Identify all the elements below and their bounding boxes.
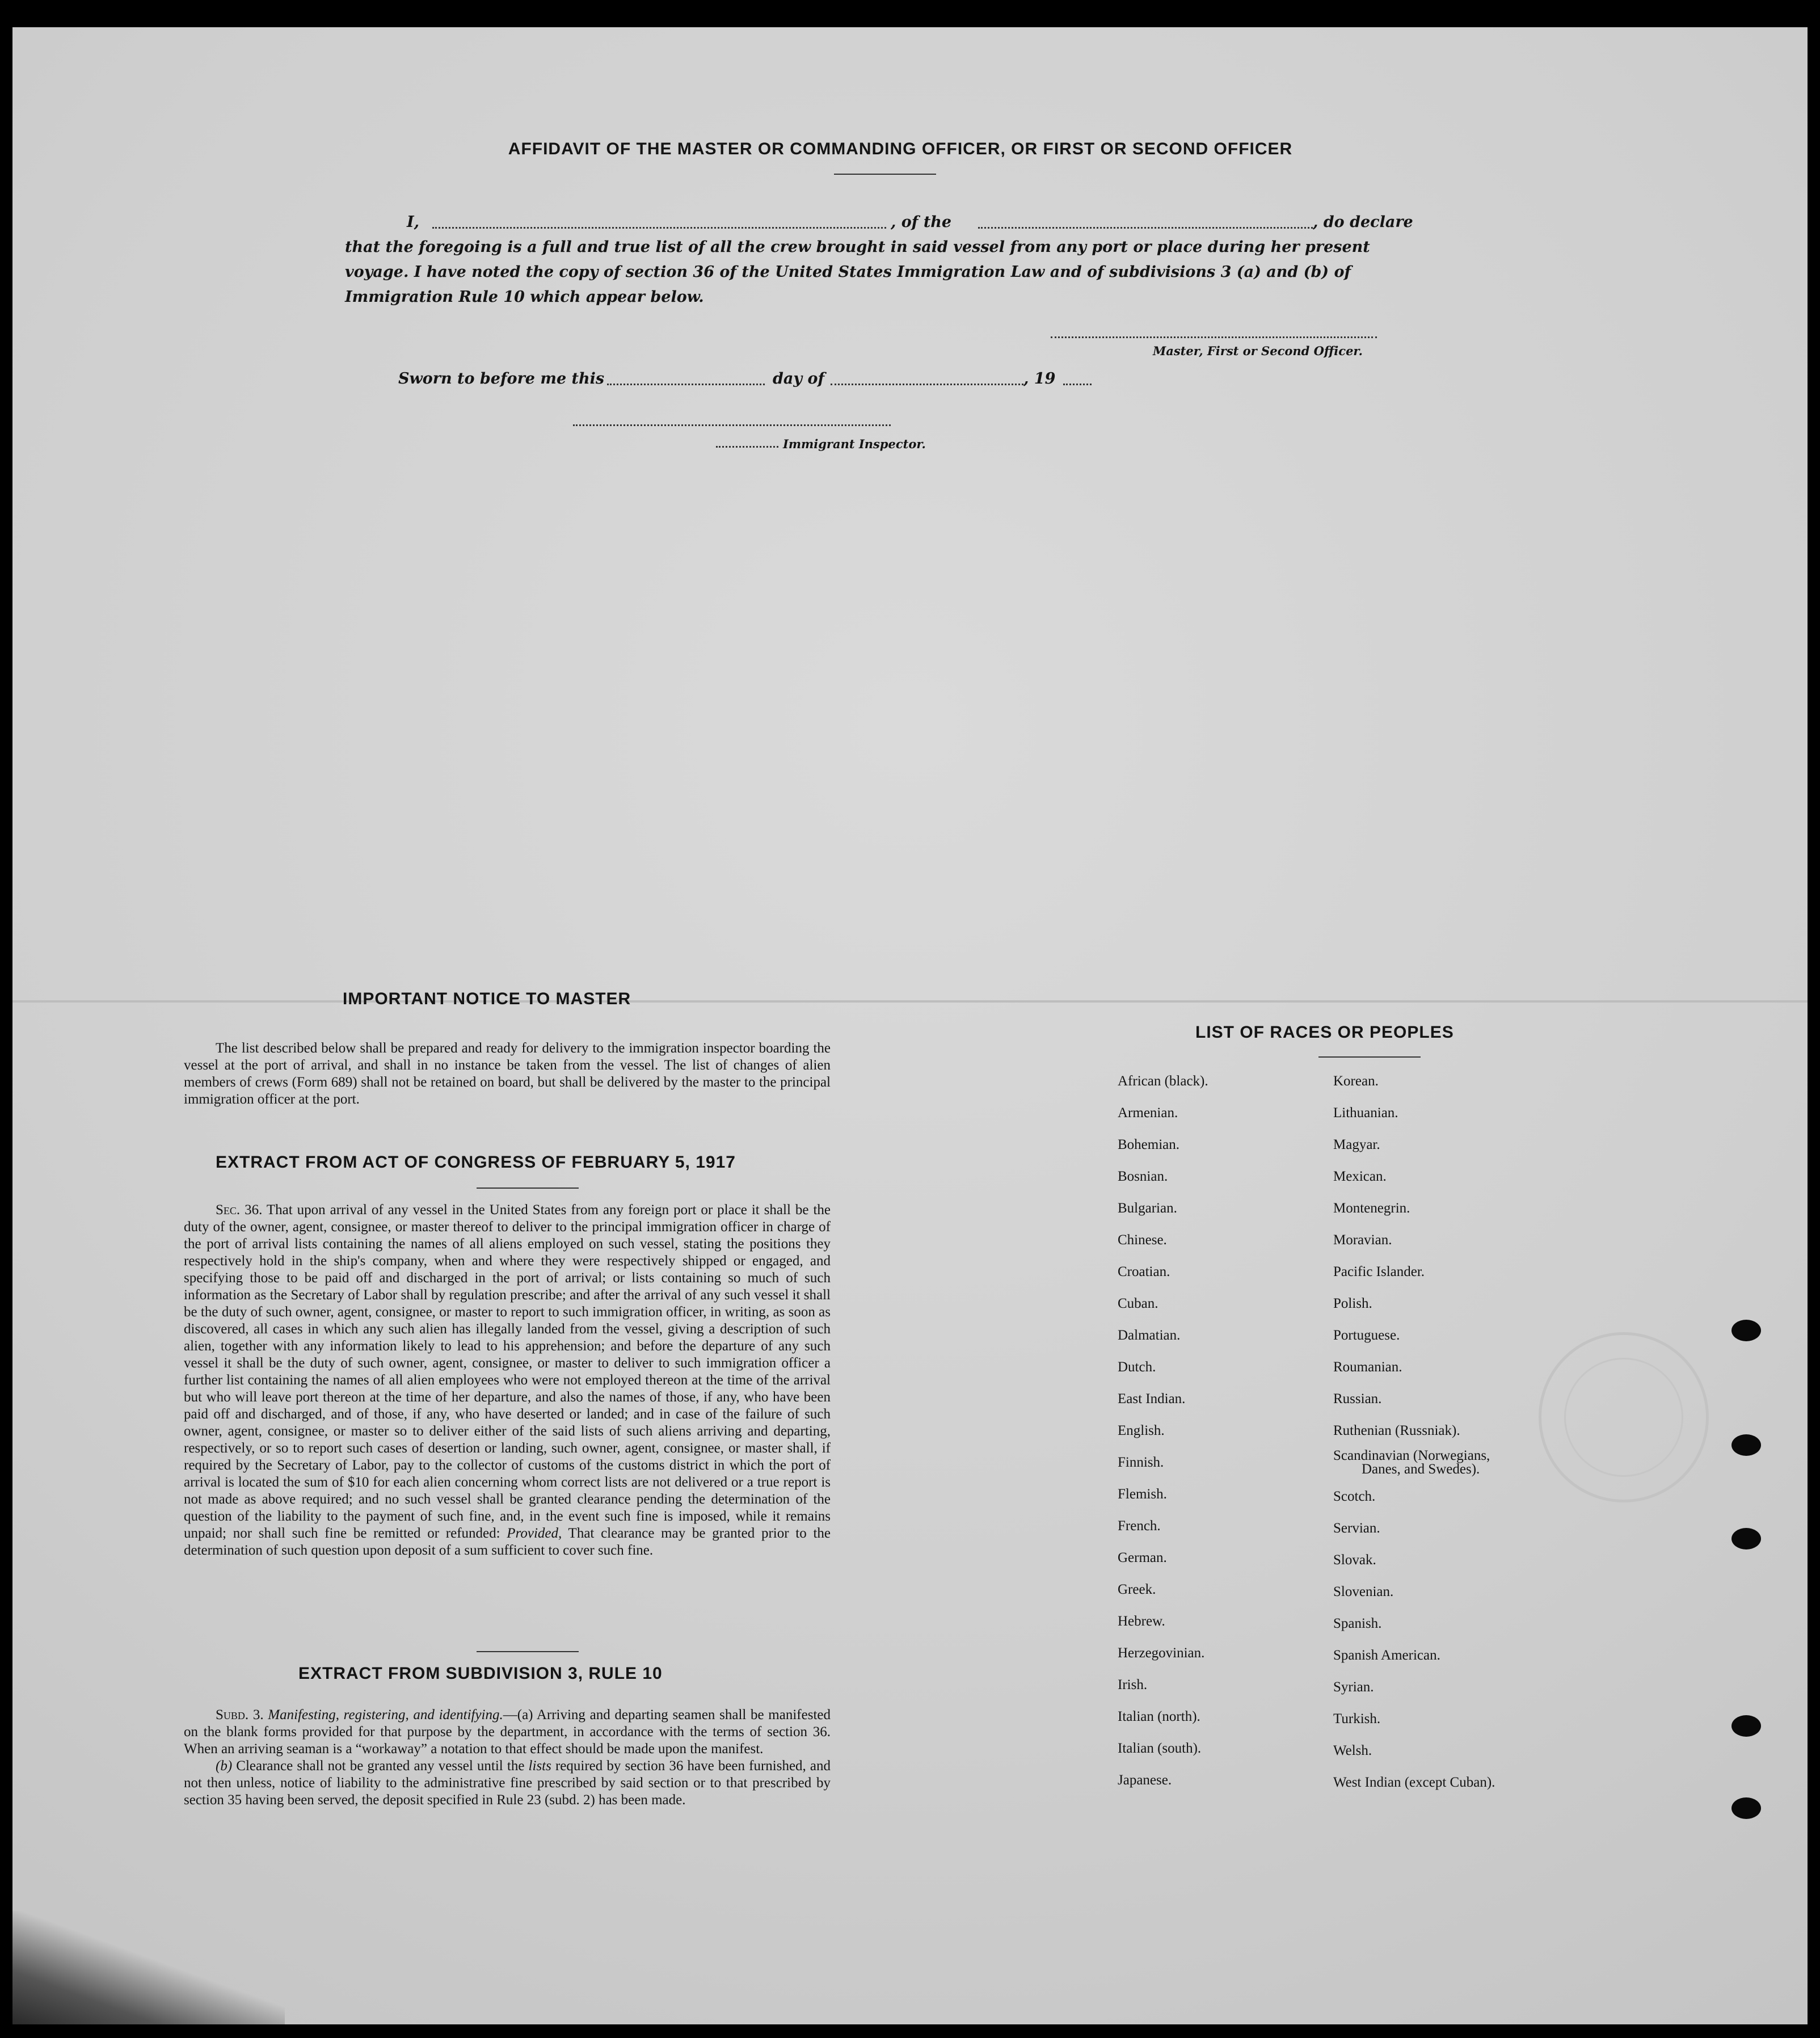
race-item: Bulgarian. — [1118, 1201, 1177, 1216]
race-item: Hebrew. — [1118, 1614, 1165, 1629]
race-item: Magyar. — [1333, 1137, 1380, 1152]
race-item: Slovak. — [1333, 1552, 1376, 1568]
embossed-seal — [1539, 1332, 1709, 1502]
race-item: Spanish. — [1333, 1616, 1382, 1631]
race-item-scandinavian — [1333, 1447, 1495, 1481]
form-page — [12, 27, 1808, 2024]
race-item: Japanese. — [1118, 1772, 1172, 1788]
race-item: Mexican. — [1333, 1169, 1387, 1184]
affidavit-declare-label: , do declare — [1313, 213, 1413, 231]
race-item: Polish. — [1333, 1296, 1372, 1311]
affidavit-line-4: Immigration Rule 10 which appear below. — [345, 288, 704, 306]
race-item: Bohemian. — [1118, 1137, 1180, 1152]
race-item: Dutch. — [1118, 1359, 1156, 1375]
rule-extract-text — [184, 1707, 831, 1809]
race-item: Irish. — [1118, 1677, 1148, 1692]
race-item: Pacific Islander. — [1333, 1264, 1425, 1279]
sworn-label: Sworn to before me this — [398, 370, 605, 388]
race-item-continuation: Danes, and Swedes). — [1362, 1462, 1480, 1477]
race-item: Welsh. — [1333, 1743, 1372, 1758]
race-item: Servian. — [1333, 1521, 1380, 1536]
act-title-rule — [477, 1188, 579, 1189]
section-36-proviso: That clearance may be granted prior to the determination of such question upon deposit of a sum sufficient to cover such fine. — [184, 1526, 831, 1558]
races-column-left — [1118, 1066, 1208, 1796]
race-item: Portuguese. — [1333, 1328, 1400, 1343]
seal-inner-ring — [1564, 1358, 1683, 1477]
section-label: Sec. 36. — [216, 1202, 263, 1218]
act-end-rule — [477, 1651, 579, 1652]
rule-extract-title: EXTRACT FROM SUBDIVISION 3, RULE 10 — [298, 1664, 663, 1683]
notice-text: The list described below shall be prepared and ready for delivery to the immigration inspector boarding the vessel at the port of arrival, and shall in no instance be taken from the vessel. The list of changes of alien members of crews (Form 689) shall not be retained on board, but shall be delivered by the master to the principal immigration officer at the port. — [184, 1041, 831, 1107]
sworn-day-of-label: day of — [773, 370, 825, 388]
affidavit-line-3: voyage. I have noted the copy of section 36 of the United States Immigration Law and of subdivisions 3 (a) and (b) of — [345, 263, 1351, 281]
race-item: Spanish American. — [1333, 1648, 1440, 1663]
provided-word: Provided, — [507, 1526, 562, 1541]
affidavit-of-the-label: , of the — [891, 213, 952, 231]
race-item: Flemish. — [1118, 1487, 1167, 1502]
sworn-year-blank[interactable] — [1063, 384, 1092, 385]
race-item: Turkish. — [1333, 1711, 1381, 1727]
para-a-text: Arriving and departing seamen shall be manifested on the blank forms provided for that purpose by the department, in accordance with the terms of section 36. When an arriving seaman is a “workaway” a notation to that effect should be made upon the manifest. — [184, 1707, 831, 1757]
race-item: African (black). — [1118, 1073, 1208, 1089]
para-b-text-cont: required by section 36 have been furnished, and not then unless, notice of liability to the administrative fine prescribed by said section or to that prescribed by section 35 having been served, the deposit specified in Rule 23 (subd. 2) has been made. — [184, 1758, 831, 1808]
act-extract-title: EXTRACT FROM ACT OF CONGRESS OF FEBRUARY 5, 1917 — [216, 1153, 736, 1172]
officer-name-blank[interactable] — [432, 227, 886, 229]
race-item: Montenegrin. — [1333, 1201, 1410, 1216]
race-item: Dalmatian. — [1118, 1328, 1181, 1343]
race-item: Greek. — [1118, 1582, 1156, 1597]
race-item: Russian. — [1333, 1391, 1382, 1407]
punch-hole — [1731, 1797, 1761, 1819]
races-column-right — [1333, 1066, 1495, 1799]
race-item: Italian (north). — [1118, 1709, 1200, 1724]
affidavit-i-label: I, — [407, 213, 420, 231]
lists-word: lists — [528, 1758, 551, 1774]
race-item: Italian (south). — [1118, 1741, 1202, 1756]
race-item: Scotch. — [1333, 1489, 1376, 1504]
para-a-label: —(a) — [503, 1707, 533, 1723]
subd-heading: Manifesting, registering, and identifying. — [268, 1707, 503, 1723]
sworn-year-label: , 19 — [1023, 370, 1056, 388]
master-signature-caption: Master, First or Second Officer. — [1153, 344, 1363, 358]
punch-hole — [1731, 1715, 1761, 1737]
race-item: Ruthenian (Russniak). — [1333, 1423, 1460, 1438]
para-b-text: Clearance shall not be granted any vessel until the — [236, 1758, 525, 1774]
races-title: LIST OF RACES OR PEOPLES — [1195, 1023, 1454, 1042]
race-item: English. — [1118, 1423, 1165, 1438]
affidavit-title: AFFIDAVIT OF THE MASTER OR COMMANDING OFFICER, OR FIRST OR SECOND OFFICER — [508, 140, 1293, 158]
punch-hole — [1731, 1528, 1761, 1549]
title-rule — [834, 174, 936, 175]
race-item: Bosnian. — [1118, 1169, 1168, 1184]
races-title-rule — [1318, 1056, 1421, 1058]
fold-line — [12, 1000, 1808, 1003]
race-item: Syrian. — [1333, 1679, 1374, 1695]
race-item: Armenian. — [1118, 1105, 1178, 1121]
vessel-name-blank[interactable] — [978, 227, 1313, 229]
race-item: Slovenian. — [1333, 1584, 1394, 1599]
race-item: Scandinavian (Norwegians, — [1333, 1448, 1490, 1463]
act-extract-text — [184, 1202, 831, 1559]
race-item: Cuban. — [1118, 1296, 1158, 1311]
race-item: Croatian. — [1118, 1264, 1170, 1279]
punch-hole — [1731, 1320, 1761, 1341]
race-item: Moravian. — [1333, 1232, 1392, 1248]
race-item: French. — [1118, 1518, 1161, 1534]
notice-title: IMPORTANT NOTICE TO MASTER — [343, 989, 631, 1008]
punch-hole — [1731, 1434, 1761, 1456]
race-item: Herzegovinian. — [1118, 1645, 1205, 1661]
inspector-caption-leader — [716, 446, 778, 448]
race-item: Korean. — [1333, 1073, 1379, 1089]
race-item: Lithuanian. — [1333, 1105, 1398, 1121]
inspector-signature-blank[interactable] — [573, 424, 891, 426]
affidavit-line-2: that the foregoing is a full and true list of all the crew brought in said vessel from any port or place during her present — [345, 238, 1370, 256]
sworn-month-blank[interactable] — [831, 384, 1023, 385]
race-item: East Indian. — [1118, 1391, 1186, 1407]
race-item: Chinese. — [1118, 1232, 1167, 1248]
race-item: German. — [1118, 1550, 1167, 1565]
master-signature-blank[interactable] — [1051, 336, 1377, 338]
sworn-date-blank[interactable] — [607, 384, 765, 385]
section-36-text: That upon arrival of any vessel in the United States from any foreign port or place it shall be the duty of the owner, agent, consignee, or master thereof to deliver to the principal immigration officer in charge of the port of arrival lists containing the names of all aliens employed on such vessel, stating the positions they respectively hold in the ship's company, when and where they were respectively shipped or engaged, and specifying those to be paid off and discharged in the port of arrival; or lists containing so much of such information as the Secretary of Labor shall by regulation prescribe; and after the arrival of any such vessel it shall be the duty of such owner, agent, consignee, or master to report to such immigration officer, in writing, as soon as discovered, all cases in which any such alien has illegally landed from the vessel, giving a description of such alien, together with any information likely to lead to his apprehension; and before the departure of any such vessel it shall be the duty of such owner, agent, consignee, or master to deliver to such immigration officer a further list containing the names of all alien employees who were not employed thereon at the time of the arrival but who will leave port thereon at the time of her departure, and also the names of those, if any, who have been paid off and discharged, and of those, if any, who have deserted or landed; and in case of the failure of such owner, agent, consignee, or master so to deliver either of the said lists of such aliens arriving and departing, respectively, or so to report such cases of desertion or landing, such owner, agent, consignee, or master shall, if required by the Secretary of Labor, pay to the collector of customs of the customs district in which the port of arrival is located the sum of $10 for each alien concerning whom correct lists are not delivered or a true report is not made as above required; and no such vessel shall be granted clearance pending the determination of the question of the liability to the payment of such fine, and, in the event such fine is imposed, while it remains unpaid; nor shall such fine be remitted or refunded: — [184, 1202, 831, 1541]
race-item: West Indian (except Cuban). — [1333, 1775, 1495, 1790]
subd-label: Subd. 3. — [216, 1707, 264, 1723]
damaged-corner — [12, 1911, 285, 2024]
race-item: Finnish. — [1118, 1455, 1164, 1470]
inspector-caption: Immigrant Inspector. — [783, 437, 926, 451]
race-item: Roumanian. — [1333, 1359, 1402, 1375]
para-b-label: (b) — [216, 1758, 233, 1774]
